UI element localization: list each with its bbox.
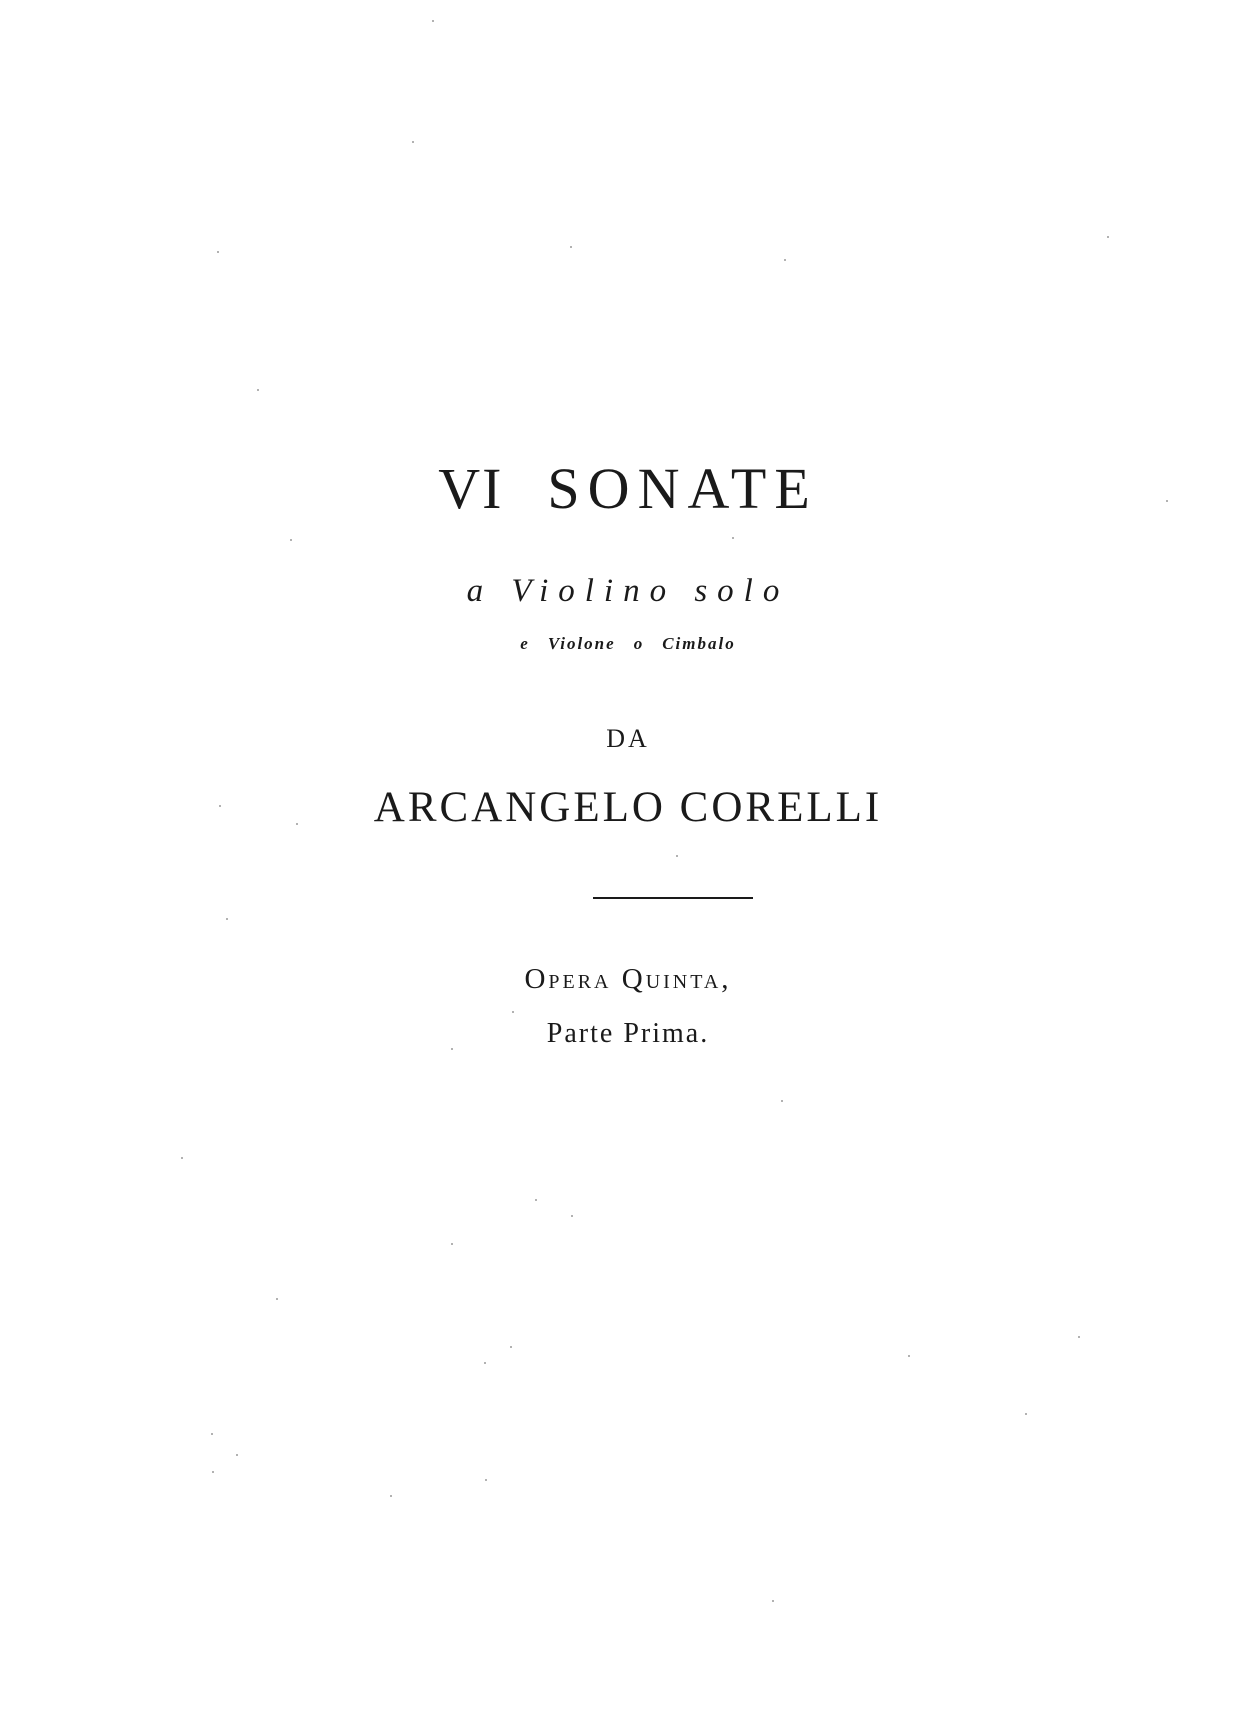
paper-speck (1166, 500, 1168, 502)
paper-speck (212, 1471, 214, 1473)
paper-speck (571, 1215, 573, 1217)
instrumentation-cimbalo: Cimbalo (662, 634, 736, 653)
paper-speck (290, 539, 292, 541)
work-title (0, 455, 1256, 522)
part-label: Parte Prima. (546, 1018, 710, 1049)
divider-rule (593, 897, 753, 899)
paper-speck (236, 1454, 238, 1456)
paper-speck (484, 1362, 486, 1364)
paper-speck (451, 1243, 453, 1245)
title-word: SONATE (547, 456, 818, 521)
instrumentation (0, 634, 1256, 654)
paper-speck (390, 1495, 392, 1497)
paper-speck (908, 1355, 910, 1357)
instrumentation-conjunction: e (520, 634, 530, 653)
paper-speck (1078, 1336, 1080, 1338)
paper-speck (510, 1346, 512, 1348)
paper-speck (781, 1100, 783, 1102)
paper-speck (226, 918, 228, 920)
paper-speck (211, 1433, 213, 1435)
paper-speck (732, 537, 734, 539)
composer-name: ARCANGELO CORELLI (373, 784, 883, 831)
title-numeral: VI (438, 456, 504, 521)
paper-speck (676, 855, 678, 857)
paper-speck (784, 259, 786, 261)
paper-speck (485, 1479, 487, 1481)
paper-speck (772, 1600, 774, 1602)
paper-speck (257, 389, 259, 391)
paper-speck (432, 20, 434, 22)
work-subtitle: a Violino solo (466, 573, 790, 609)
paper-speck (296, 823, 298, 825)
paper-speck (181, 1157, 183, 1159)
opus-number: Opera Quinta, (524, 963, 732, 995)
instrumentation-or: o (633, 634, 645, 653)
paper-speck (535, 1199, 537, 1201)
paper-speck (451, 1048, 453, 1050)
paper-speck (412, 141, 414, 143)
paper-speck (1107, 236, 1109, 238)
paper-speck (1025, 1413, 1027, 1415)
paper-speck (217, 251, 219, 253)
paper-speck (512, 1011, 514, 1013)
paper-speck (570, 246, 572, 248)
instrumentation-violone: Violone (547, 634, 616, 653)
paper-speck (276, 1298, 278, 1300)
paper-speck (219, 805, 221, 807)
preposition: DA (606, 724, 650, 753)
